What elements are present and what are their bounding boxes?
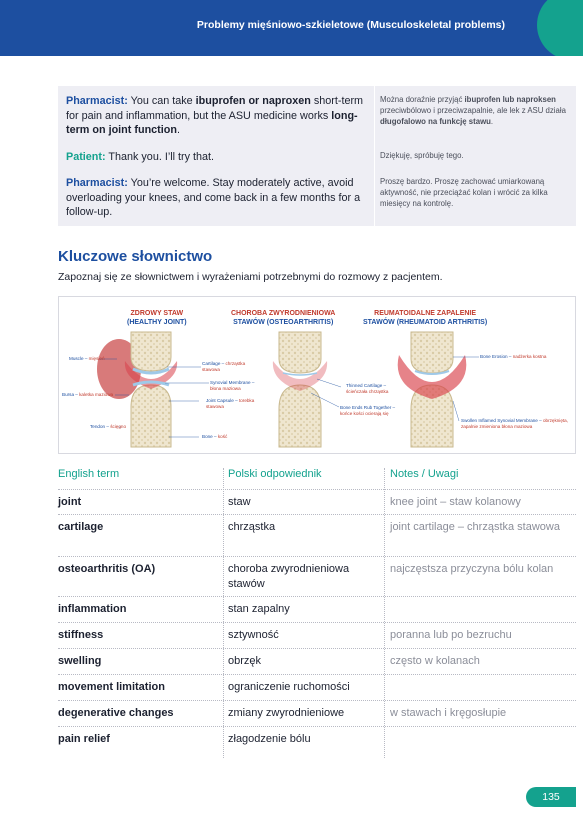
cell-polish: ograniczenie ruchomości — [228, 681, 350, 693]
cell-polish: staw — [228, 496, 251, 508]
label-en: Bone Erosion – — [480, 354, 513, 359]
cell-english: swelling — [58, 655, 102, 667]
label-capsule — [206, 398, 266, 410]
dialogue-en — [66, 176, 366, 220]
label-en: Tendon – — [90, 424, 111, 429]
label-en: Cartilage – — [202, 361, 226, 366]
column-divider — [223, 468, 224, 758]
cell-polish: obrzęk — [228, 655, 262, 667]
cell-note: najczęstsza przyczyna bólu kolan — [390, 563, 554, 575]
label-pl: nadżerka kostna — [512, 354, 547, 359]
dialogue-pl: Dziękuję, spróbuję tego. — [380, 151, 464, 160]
cell-polish: choroba zwyrodnieniowa stawów — [228, 563, 350, 590]
osteoarthritis-joint-drawing — [273, 332, 327, 447]
label-tendon — [90, 424, 126, 430]
cell-english: osteoarthritis (OA) — [58, 563, 156, 575]
label-pl: mięsień — [88, 356, 105, 361]
label-synovial — [210, 380, 266, 392]
title-pl: REUMATOIDALNE ZAPALENIE — [374, 310, 477, 317]
text: przeciwbólowo i przeciwzapalnie, ale lek z ASU działa — [380, 106, 566, 115]
text: . — [176, 124, 180, 136]
column-divider — [384, 468, 385, 758]
title-pl: ZDROWY STAW — [130, 310, 184, 317]
cell-english: inflammation — [58, 603, 127, 615]
cell-polish: zmiany zwyrodnieniowe — [228, 707, 345, 719]
label-en: Thinned Cartilage – — [346, 383, 387, 388]
label-pl: ścieńczała chrząstka — [346, 389, 389, 394]
label-pl: obrzęknięta, zapalnie zmieniona błona maziowa — [461, 418, 568, 429]
label-bone — [202, 434, 227, 440]
cell-polish: stan zapalny — [228, 603, 290, 615]
text: Thank you. I’ll try that. — [108, 151, 215, 163]
text-bold: długofalowo na funkcję stawu — [380, 117, 491, 126]
dialogue-pl — [380, 94, 572, 127]
text-bold: ibuprofen or naproxen — [195, 95, 311, 107]
cell-note: poranna lub po bezruchu — [390, 629, 512, 641]
cell-polish: złagodzenie bólu — [228, 733, 311, 745]
title-en: (HEALTHY JOINT) — [127, 319, 187, 326]
header-notes: Notes / Uwagi — [390, 468, 459, 480]
label-pl: błona maziowa — [210, 386, 241, 391]
dialogue-en — [66, 150, 366, 165]
chapter-title: Problemy mięśniowo-szkieletowe (Musculoskeletal problems) — [196, 19, 505, 31]
cell-english: stiffness — [58, 629, 104, 641]
speaker-pharmacist: Pharmacist: — [66, 177, 128, 189]
text: . — [490, 117, 494, 126]
table-row — [58, 726, 576, 745]
label-cartilage — [202, 361, 260, 373]
section-title: Kluczowe słownictwo — [58, 248, 213, 265]
label-pl: ścięgno — [110, 424, 127, 429]
page-number: 135 — [526, 787, 576, 807]
header-polish-term: Polski odpowiednik — [228, 468, 322, 480]
text: short-term for pain and inflammation, but the ASU medicine works — [66, 95, 364, 122]
table-row — [58, 514, 576, 533]
dialogue-en — [66, 94, 366, 138]
table-row — [58, 648, 576, 667]
label-pl: kość — [217, 434, 228, 439]
text: You’re welcome. Stay moderately active, avoid overloading your knees, and come back in a few months for a follow-up. — [66, 177, 361, 218]
cell-note: często w kolanach — [390, 655, 480, 667]
cell-english: degenerative changes — [58, 707, 174, 719]
section-intro: Zapoznaj się ze słownictwem i wyrażeniami potrzebnymi do rozmowy z pacjentem. — [58, 271, 443, 283]
cell-note: w stawach i kręgosłupie — [390, 707, 507, 719]
cell-note: joint cartilage – chrząstka stawowa — [390, 521, 560, 533]
cell-polish: chrząstka — [228, 521, 276, 533]
cell-english: joint — [58, 496, 82, 508]
dialogue-pl: Proszę bardzo. Proszę zachować umiarkowaną aktywność, nie przeciążać kolan i wrócić za kilka miesięcy na kontrolę. — [380, 177, 548, 208]
speaker-pharmacist: Pharmacist: — [66, 95, 128, 107]
label-swollen-synovial — [461, 418, 569, 430]
label-pl: kaletka maziowa — [79, 392, 114, 397]
text-bold: ibuprofen lub naproksen — [464, 95, 556, 104]
table-row — [58, 556, 576, 590]
title-pl: CHOROBA ZWYRODNIENIOWA — [231, 310, 336, 317]
cell-english: cartilage — [58, 521, 104, 533]
table-row — [58, 700, 576, 719]
label-pl: torebka stawowa — [206, 398, 255, 409]
label-bone-erosion — [480, 354, 550, 360]
label-en: Bone – — [202, 434, 218, 439]
text-bold: long-term on joint function — [66, 109, 358, 136]
label-en: Joint Capsule – — [206, 398, 239, 403]
table-row — [58, 622, 576, 641]
table-row — [58, 674, 576, 693]
title-en: STAWÓW (OSTEOARTHRITIS) — [233, 319, 334, 326]
label-en: Bursa – — [62, 392, 80, 397]
joint-illustration — [58, 296, 576, 454]
label-en: Bone Ends Rub Together – — [340, 405, 396, 410]
cell-note: knee joint – staw kolanowy — [390, 496, 521, 508]
table-row — [58, 489, 576, 508]
speaker-patient: Patient: — [66, 151, 106, 163]
cell-polish: sztywność — [228, 629, 279, 641]
title-en: STAWÓW (RHEUMATOID ARTHRITIS) — [363, 319, 488, 326]
text: You can take — [130, 95, 196, 107]
label-en: Synovial Membrane – — [210, 380, 255, 385]
label-en: Swollen Inflamed Synovial Membrane – — [461, 418, 543, 423]
header-decoration — [537, 0, 583, 56]
rheumatoid-title — [363, 309, 487, 327]
label-pl: końce kości ocierają się — [340, 411, 389, 416]
rheumatoid-joint-drawing — [398, 332, 467, 447]
cell-english: pain relief — [58, 733, 110, 745]
page-header — [0, 0, 583, 56]
dialogue-divider — [374, 86, 375, 226]
osteoarthritis-title — [231, 309, 335, 327]
label-en: Muscle – — [69, 356, 89, 361]
label-muscle — [69, 356, 105, 362]
header-english-term: English term — [58, 468, 120, 480]
label-bone-rub — [340, 405, 400, 417]
text: Można doraźnie przyjąć — [380, 95, 465, 104]
cell-english: movement limitation — [58, 681, 165, 693]
dialogue-box — [58, 86, 576, 226]
label-bursa — [62, 392, 113, 398]
table-row — [58, 596, 576, 615]
label-thinned-cartilage — [346, 383, 394, 395]
label-pl: chrząstka stawowa — [202, 361, 246, 372]
healthy-joint-title — [127, 309, 187, 327]
